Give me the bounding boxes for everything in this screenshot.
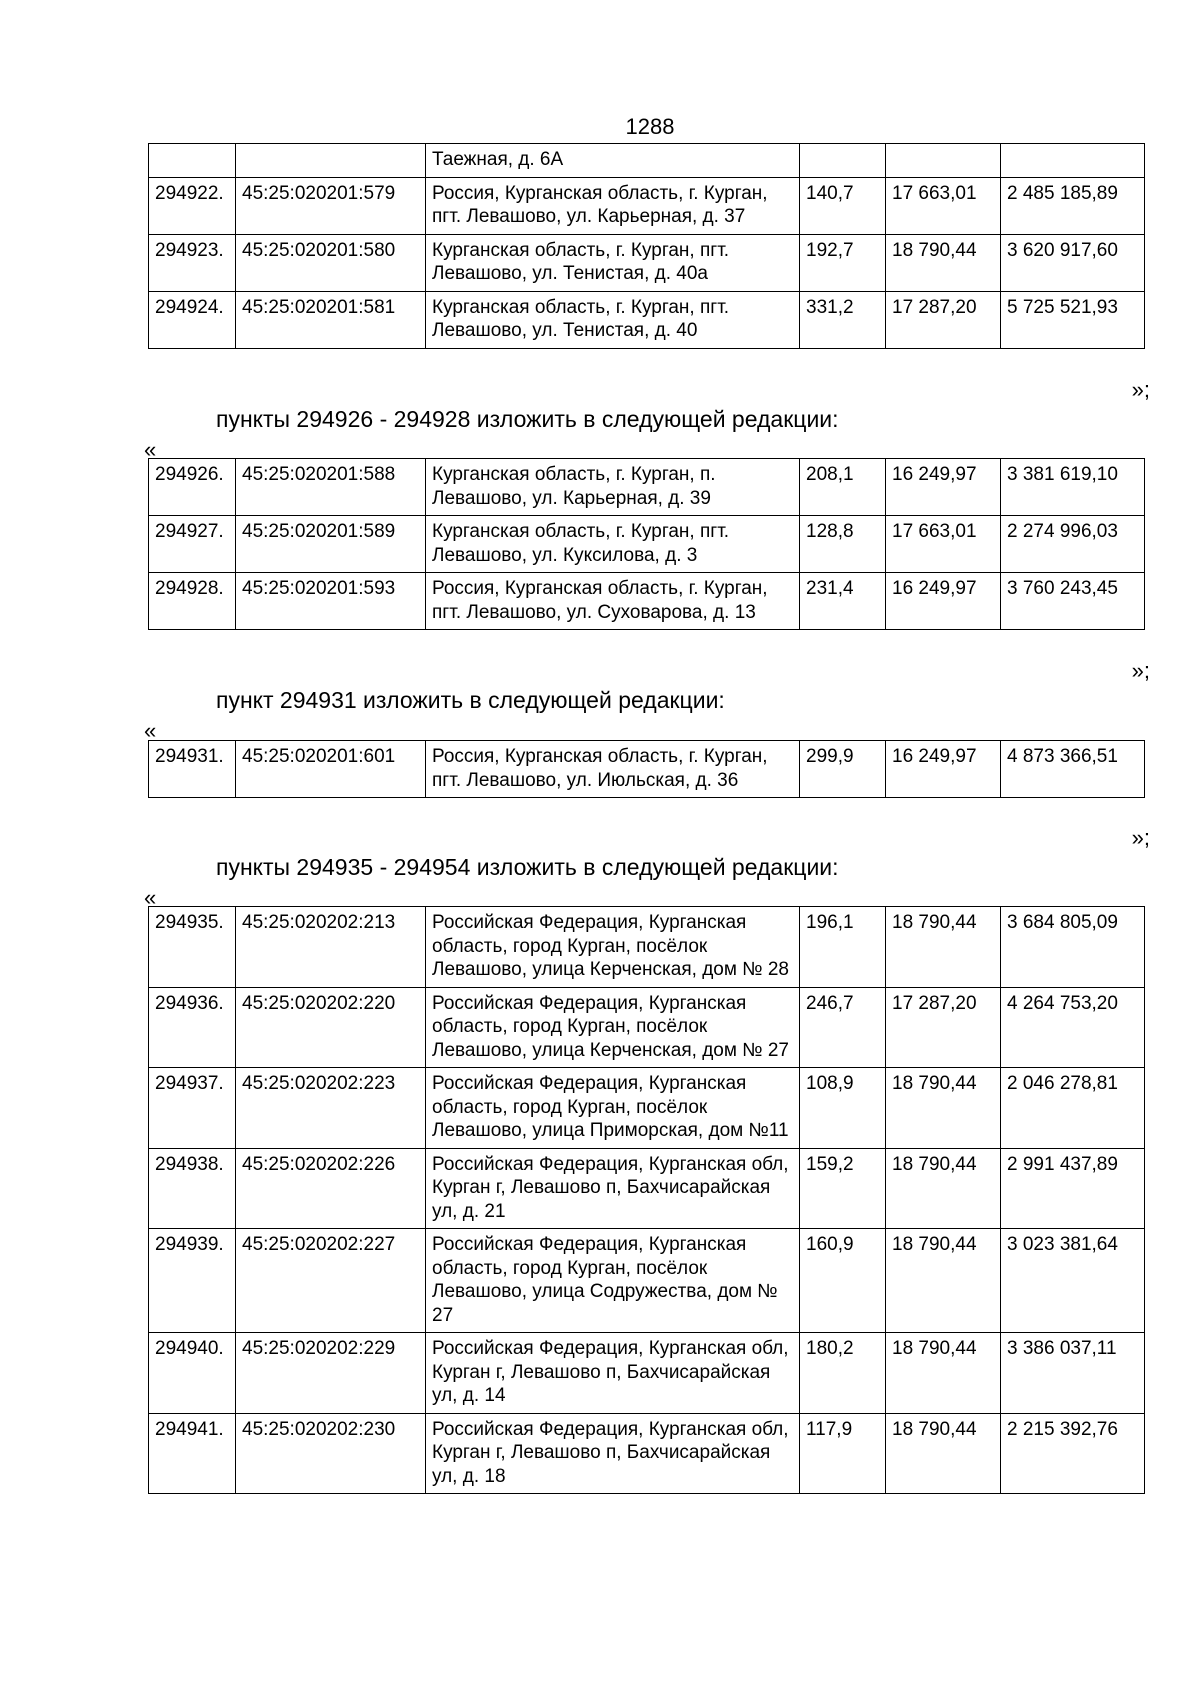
cadastral-value-cell: 3 684 805,09 bbox=[1001, 907, 1145, 988]
specific-value-cell: 16 249,97 bbox=[886, 459, 1001, 516]
area-cell: 231,4 bbox=[800, 573, 886, 630]
area-cell: 196,1 bbox=[800, 907, 886, 988]
specific-value-cell: 17 287,20 bbox=[886, 987, 1001, 1068]
table-row bbox=[149, 459, 1145, 516]
page-number: 1288 bbox=[625, 114, 675, 139]
cadastral-value-cell: 2 215 392,76 bbox=[1001, 1413, 1145, 1494]
specific-value-cell: 18 790,44 bbox=[886, 907, 1001, 988]
item-number-cell: 294931. bbox=[149, 741, 236, 798]
item-number-cell: 294924. bbox=[149, 291, 236, 348]
specific-value-cell: 17 663,01 bbox=[886, 516, 1001, 573]
specific-value-cell: 16 249,97 bbox=[886, 741, 1001, 798]
address-cell: Россия, Курганская область, г. Курган, пгт. Левашово, ул. Карьерная, д. 37 bbox=[426, 177, 800, 234]
address-cell: Россия, Курганская область, г. Курган, пгт. Левашово, ул. Июльская, д. 36 bbox=[426, 741, 800, 798]
specific-value-cell: 18 790,44 bbox=[886, 1068, 1001, 1149]
cadastral-number-cell: 45:25:020202:227 bbox=[236, 1229, 426, 1333]
table-row bbox=[149, 1229, 1145, 1333]
address-cell: Таежная, д. 6А bbox=[426, 144, 800, 178]
item-number-cell: 294938. bbox=[149, 1148, 236, 1229]
opening-quote-2: « bbox=[144, 718, 157, 743]
instruction-2: пункт 294931 изложить в следующей редакции: bbox=[216, 687, 725, 713]
table-row bbox=[149, 987, 1145, 1068]
table-row bbox=[149, 144, 1145, 178]
cadastral-number-cell: 45:25:020202:220 bbox=[236, 987, 426, 1068]
property-table-3 bbox=[148, 740, 1145, 798]
item-number-cell: 294941. bbox=[149, 1413, 236, 1494]
cadastral-value-cell: 3 620 917,60 bbox=[1001, 234, 1145, 291]
area-cell: 160,9 bbox=[800, 1229, 886, 1333]
item-number-cell: 294937. bbox=[149, 1068, 236, 1149]
item-number-cell: 294940. bbox=[149, 1333, 236, 1414]
table-row bbox=[149, 1413, 1145, 1494]
property-table-1 bbox=[148, 143, 1145, 349]
table-row bbox=[149, 1333, 1145, 1414]
cadastral-number-cell: 45:25:020201:581 bbox=[236, 291, 426, 348]
table-row bbox=[149, 291, 1145, 348]
cadastral-number-cell bbox=[236, 144, 426, 178]
address-cell: Курганская область, г. Курган, пгт. Левашово, ул. Тенистая, д. 40 bbox=[426, 291, 800, 348]
cadastral-value-cell: 2 991 437,89 bbox=[1001, 1148, 1145, 1229]
area-cell: 180,2 bbox=[800, 1333, 886, 1414]
cadastral-value-cell bbox=[1001, 144, 1145, 178]
area-cell: 246,7 bbox=[800, 987, 886, 1068]
cadastral-value-cell: 3 760 243,45 bbox=[1001, 573, 1145, 630]
area-cell: 299,9 bbox=[800, 741, 886, 798]
item-number-cell: 294923. bbox=[149, 234, 236, 291]
address-cell: Российская Федерация, Курганская обл, Курган г, Левашово п, Бахчисарайская ул, д. 18 bbox=[426, 1413, 800, 1494]
opening-quote-1: « bbox=[144, 437, 157, 462]
cadastral-number-cell: 45:25:020202:229 bbox=[236, 1333, 426, 1414]
address-cell: Россия, Курганская область, г. Курган, пгт. Левашово, ул. Суховарова, д. 13 bbox=[426, 573, 800, 630]
address-cell: Российская Федерация, Курганская область, город Курган, посёлок Левашово, улица Приморская, дом №11 bbox=[426, 1068, 800, 1149]
area-cell: 159,2 bbox=[800, 1148, 886, 1229]
instruction-1: пункты 294926 - 294928 изложить в следующей редакции: bbox=[216, 406, 839, 432]
closing-quote-2: »; bbox=[1131, 658, 1150, 683]
specific-value-cell: 18 790,44 bbox=[886, 1413, 1001, 1494]
specific-value-cell: 16 249,97 bbox=[886, 573, 1001, 630]
cadastral-number-cell: 45:25:020202:226 bbox=[236, 1148, 426, 1229]
address-cell: Курганская область, г. Курган, пгт. Левашово, ул. Куксилова, д. 3 bbox=[426, 516, 800, 573]
closing-quote-1: »; bbox=[1131, 377, 1150, 402]
cadastral-number-cell: 45:25:020202:230 bbox=[236, 1413, 426, 1494]
address-cell: Российская Федерация, Курганская область, город Курган, посёлок Левашово, улица Керченская, дом № 27 bbox=[426, 987, 800, 1068]
specific-value-cell: 18 790,44 bbox=[886, 234, 1001, 291]
item-number-cell: 294935. bbox=[149, 907, 236, 988]
cadastral-value-cell: 5 725 521,93 bbox=[1001, 291, 1145, 348]
table-row bbox=[149, 177, 1145, 234]
cadastral-value-cell: 2 485 185,89 bbox=[1001, 177, 1145, 234]
opening-quote-3: « bbox=[144, 885, 157, 910]
cadastral-value-cell: 3 381 619,10 bbox=[1001, 459, 1145, 516]
item-number-cell: 294922. bbox=[149, 177, 236, 234]
item-number-cell: 294936. bbox=[149, 987, 236, 1068]
closing-quote-3: »; bbox=[1131, 825, 1150, 850]
address-cell: Российская Федерация, Курганская обл, Курган г, Левашово п, Бахчисарайская ул, д. 21 bbox=[426, 1148, 800, 1229]
cadastral-number-cell: 45:25:020201:588 bbox=[236, 459, 426, 516]
table-row bbox=[149, 516, 1145, 573]
area-cell: 117,9 bbox=[800, 1413, 886, 1494]
cadastral-number-cell: 45:25:020201:580 bbox=[236, 234, 426, 291]
item-number-cell: 294939. bbox=[149, 1229, 236, 1333]
cadastral-number-cell: 45:25:020201:589 bbox=[236, 516, 426, 573]
cadastral-number-cell: 45:25:020202:213 bbox=[236, 907, 426, 988]
address-cell: Российская Федерация, Курганская область, город Курган, посёлок Левашово, улица Содружества, дом № 27 bbox=[426, 1229, 800, 1333]
specific-value-cell: 17 663,01 bbox=[886, 177, 1001, 234]
cadastral-value-cell: 4 264 753,20 bbox=[1001, 987, 1145, 1068]
item-number-cell bbox=[149, 144, 236, 178]
specific-value-cell bbox=[886, 144, 1001, 178]
table-row bbox=[149, 234, 1145, 291]
cadastral-number-cell: 45:25:020202:223 bbox=[236, 1068, 426, 1149]
area-cell: 140,7 bbox=[800, 177, 886, 234]
table-row bbox=[149, 1068, 1145, 1149]
table-row bbox=[149, 907, 1145, 988]
cadastral-value-cell: 4 873 366,51 bbox=[1001, 741, 1145, 798]
cadastral-value-cell: 3 386 037,11 bbox=[1001, 1333, 1145, 1414]
area-cell: 331,2 bbox=[800, 291, 886, 348]
specific-value-cell: 17 287,20 bbox=[886, 291, 1001, 348]
address-cell: Курганская область, г. Курган, пгт. Левашово, ул. Тенистая, д. 40а bbox=[426, 234, 800, 291]
cadastral-value-cell: 2 046 278,81 bbox=[1001, 1068, 1145, 1149]
area-cell: 108,9 bbox=[800, 1068, 886, 1149]
table-row bbox=[149, 573, 1145, 630]
cadastral-number-cell: 45:25:020201:579 bbox=[236, 177, 426, 234]
address-cell: Российская Федерация, Курганская обл, Курган г, Левашово п, Бахчисарайская ул, д. 14 bbox=[426, 1333, 800, 1414]
item-number-cell: 294926. bbox=[149, 459, 236, 516]
address-cell: Курганская область, г. Курган, п. Левашово, ул. Карьерная, д. 39 bbox=[426, 459, 800, 516]
property-table-4 bbox=[148, 906, 1145, 1494]
specific-value-cell: 18 790,44 bbox=[886, 1333, 1001, 1414]
specific-value-cell: 18 790,44 bbox=[886, 1148, 1001, 1229]
cadastral-number-cell: 45:25:020201:593 bbox=[236, 573, 426, 630]
item-number-cell: 294927. bbox=[149, 516, 236, 573]
cadastral-number-cell: 45:25:020201:601 bbox=[236, 741, 426, 798]
cadastral-value-cell: 2 274 996,03 bbox=[1001, 516, 1145, 573]
address-cell: Российская Федерация, Курганская область, город Курган, посёлок Левашово, улица Керченская, дом № 28 bbox=[426, 907, 800, 988]
table-row bbox=[149, 741, 1145, 798]
cadastral-value-cell: 3 023 381,64 bbox=[1001, 1229, 1145, 1333]
area-cell: 208,1 bbox=[800, 459, 886, 516]
area-cell: 128,8 bbox=[800, 516, 886, 573]
table-row bbox=[149, 1148, 1145, 1229]
specific-value-cell: 18 790,44 bbox=[886, 1229, 1001, 1333]
item-number-cell: 294928. bbox=[149, 573, 236, 630]
instruction-3: пункты 294935 - 294954 изложить в следующей редакции: bbox=[216, 854, 839, 880]
area-cell bbox=[800, 144, 886, 178]
area-cell: 192,7 bbox=[800, 234, 886, 291]
property-table-2 bbox=[148, 458, 1145, 630]
